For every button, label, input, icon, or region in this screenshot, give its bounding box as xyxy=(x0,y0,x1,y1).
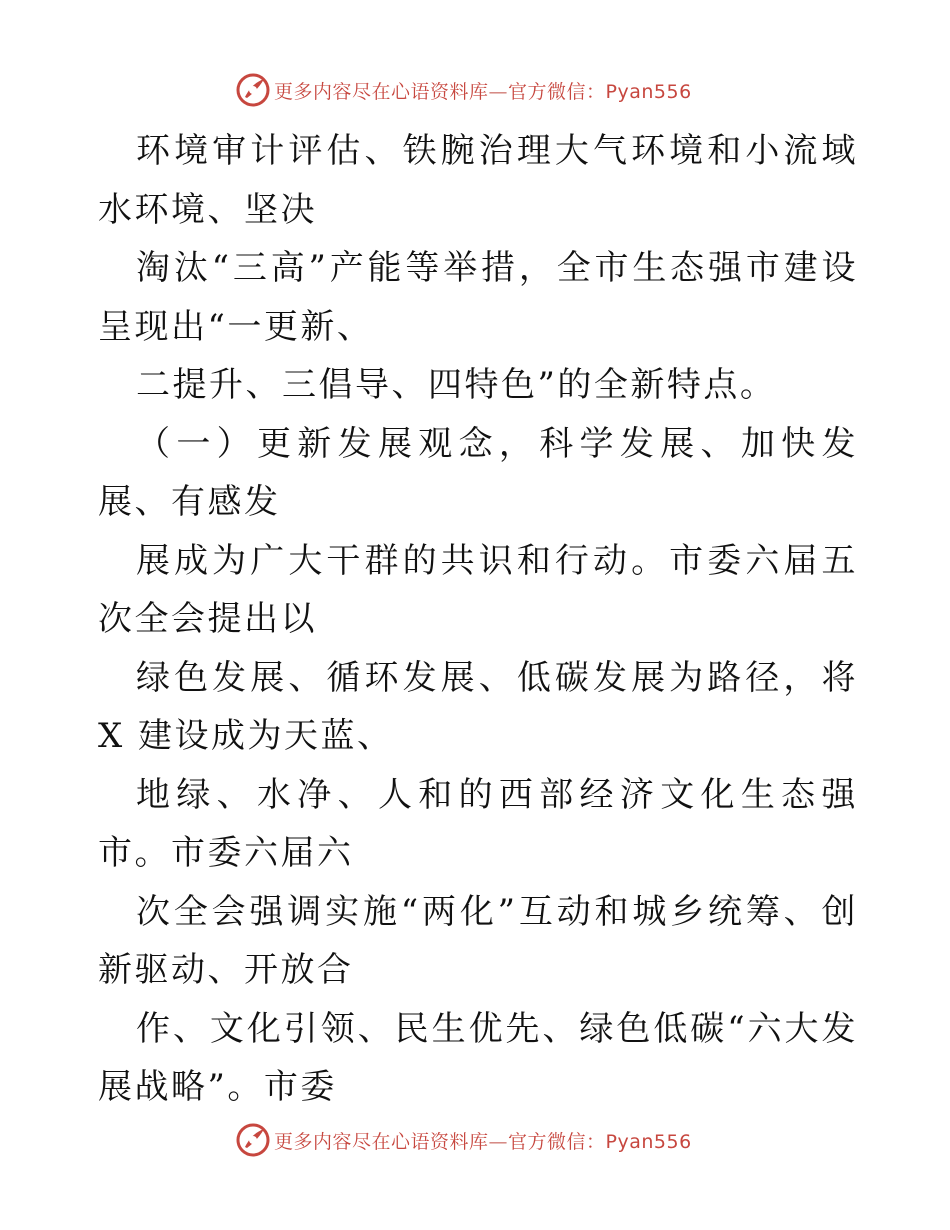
watermark-id: Pyan556 xyxy=(605,1130,692,1153)
document-body xyxy=(98,122,858,1117)
paragraph: 展成为广大干群的共识和行动。市委六届五次全会提出以 xyxy=(98,540,858,639)
quill-logo-icon xyxy=(236,1123,270,1157)
paragraph: 环境审计评估、铁腕治理大气环境和小流域水环境、坚决 xyxy=(98,131,858,230)
paragraph: 绿色发展、循环发展、低碳发展为路径，将 X 建设成为天蓝、 xyxy=(98,657,858,756)
watermark-label: 官方微信： xyxy=(508,1130,606,1153)
paragraph: 次全会强调实施“两化”互动和城乡统筹、创新驱动、开放合 xyxy=(98,891,858,990)
watermark-id: Pyan556 xyxy=(605,80,692,103)
paragraph: 淘汰“三高”产能等举措，全市生态强市建设呈现出“一更新、 xyxy=(98,248,858,347)
watermark-separator: — xyxy=(488,80,509,103)
paragraph: 地绿、水净、人和的西部经济文化生态强市。市委六届六 xyxy=(98,774,858,873)
watermark-text: 更多内容尽在心语资料库 xyxy=(274,80,489,103)
paragraph: （一）更新发展观念，科学发展、加快发展、有感发 xyxy=(98,423,858,522)
watermark-label: 官方微信： xyxy=(508,80,606,103)
quill-logo-icon xyxy=(236,73,270,107)
watermark-text: 更多内容尽在心语资料库 xyxy=(274,1130,489,1153)
footer-watermark xyxy=(236,1122,692,1158)
paragraph: 作、文化引领、民生优先、绿色低碳“六大发展战略”。市委 xyxy=(98,1008,858,1107)
header-watermark xyxy=(236,72,692,108)
watermark-separator: — xyxy=(488,1130,509,1153)
paragraph: 二提升、三倡导、四特色”的全新特点。 xyxy=(136,365,777,405)
